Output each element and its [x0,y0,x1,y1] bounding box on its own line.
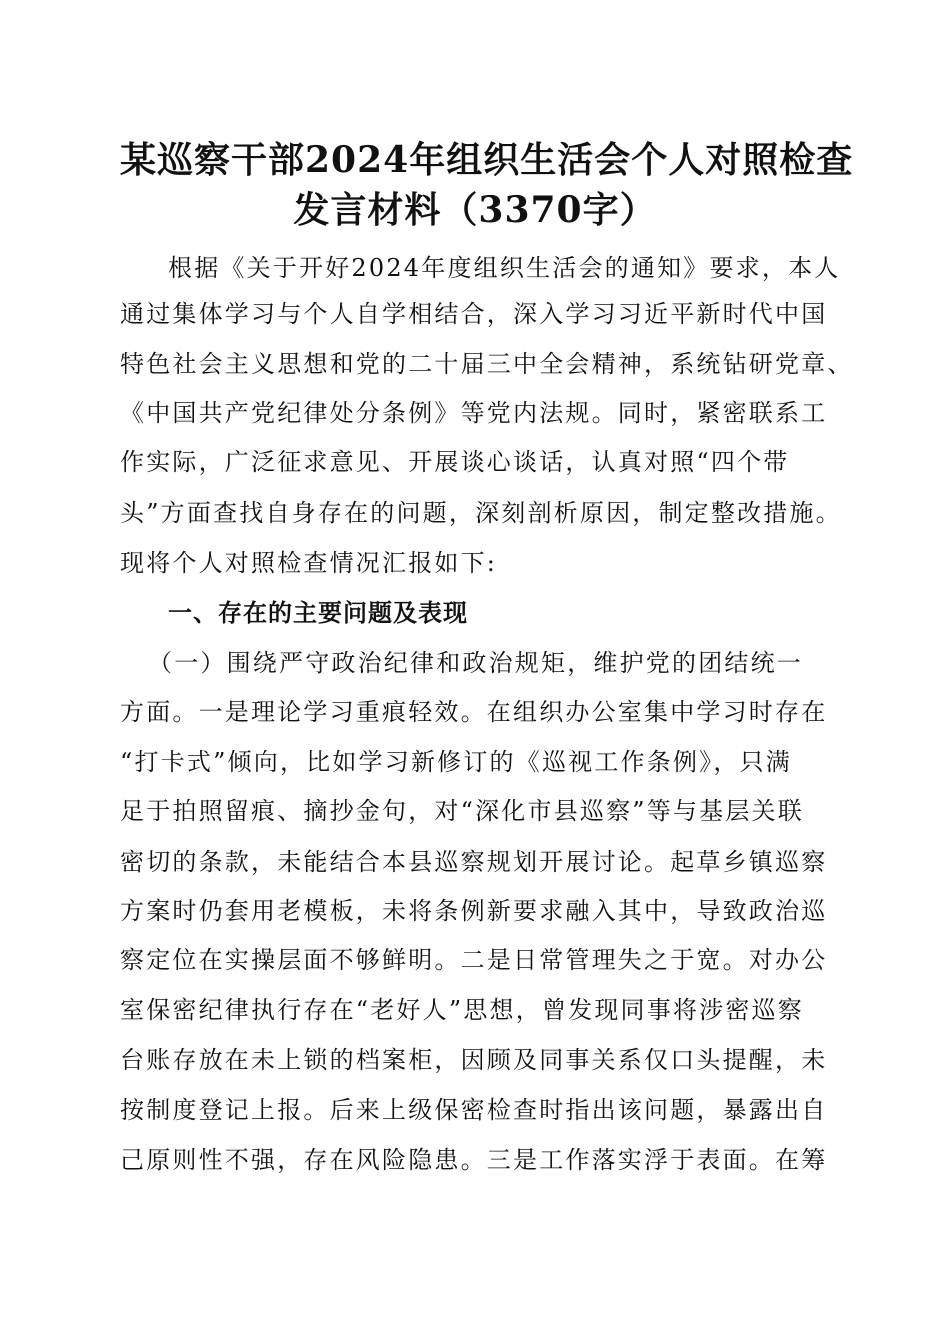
intro-paragraph-line: 特色社会主义思想和党的二十届三中全会精神，系统钻研党章、 [120,350,854,378]
section-paragraph-line: 方面。一是理论学习重痕轻效。在组织办公室集中学习时存在 [120,698,828,726]
section-paragraph-line: （一）围绕严守政治纪律和政治规矩，维护党的团结统一 [148,649,803,677]
intro-paragraph-line: 《中国共产党纪律处分条例》等党内法规。同时，紧密联系工 [120,399,828,427]
section-paragraph-line: 方案时仍套用老模板，未将条例新要求融入其中，导致政治巡 [120,897,828,925]
intro-paragraph-line: 头”方面查找自身存在的问题，深刻剖析原因，制定整改措施。 [120,499,842,527]
section-paragraph-line: 密切的条款，未能结合本县巡察规划开展讨论。起草乡镇巡察 [120,848,828,876]
document-title-line-2: 发言材料（3370字） [293,189,657,231]
section-paragraph-line: 室保密纪律执行存在“老好人”思想，曾发现同事将涉密巡察 [120,996,804,1024]
section-paragraph-line: 按制度登记上报。后来上级保密检查时指出该问题，暴露出自 [120,1096,828,1124]
intro-paragraph-line: 通过集体学习与个人自学相结合，深入学习习近平新时代中国 [120,300,828,328]
intro-paragraph-line: 现将个人对照检查情况汇报如下: [120,549,498,577]
section-paragraph-line: 台账存放在未上锁的档案柜，因顾及同事关系仅口头提醒，未 [120,1046,828,1074]
section-paragraph-line: 足于拍照留痕、摘抄金句，对“深化市县巡察”等与基层关联 [120,797,804,825]
section-heading: 一、存在的主要问题及表现 [168,599,468,627]
section-paragraph-line: “打卡式”倾向，比如学习新修订的《巡视工作条例》，只满 [120,748,792,776]
section-paragraph-line: 己原则性不强，存在风险隐患。三是工作落实浮于表面。在筹 [120,1146,828,1174]
section-paragraph-line: 察定位在实操层面不够鲜明。二是日常管理失之于宽。对办公 [120,946,828,974]
intro-paragraph-line: 作实际，广泛征求意见、开展谈心谈话，认真对照“四个带 [120,448,790,476]
intro-paragraph-line: 根据《关于开好2024年度组织生活会的通知》要求，本人 [168,254,841,282]
document-title-line-1: 某巡察干部2024年组织生活会个人对照检查 [120,139,854,181]
